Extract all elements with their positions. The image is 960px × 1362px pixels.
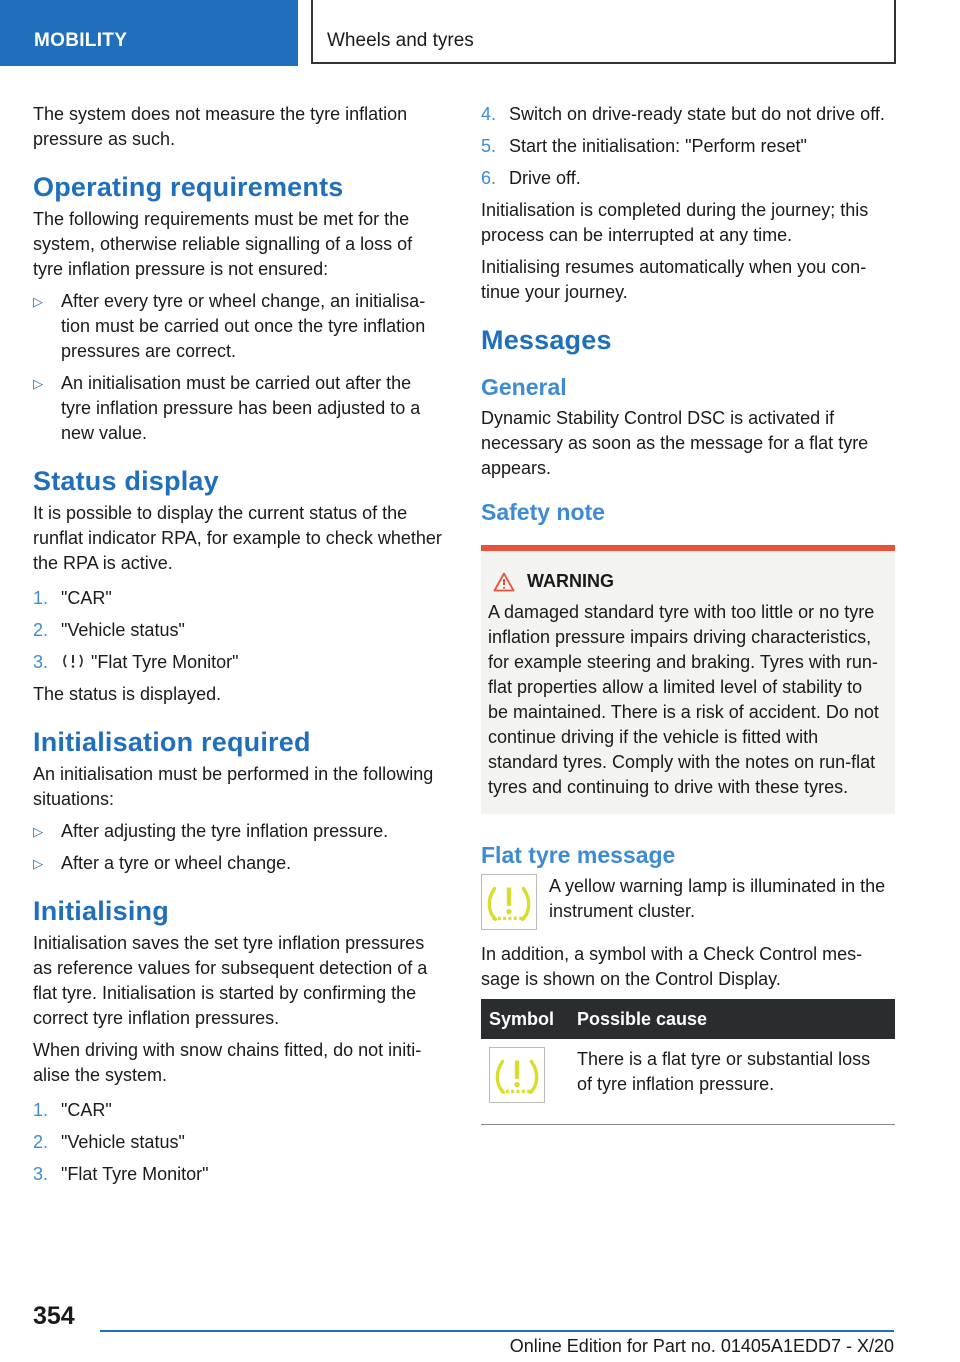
list-item: 3. "Flat Tyre Monitor" (33, 1164, 209, 1184)
intro-paragraph: The system does not measure the tyre inflation pressure as such. (33, 104, 408, 149)
cause-column-header: Possible cause (569, 999, 895, 1039)
tyre-pressure-warning-lamp-icon (489, 1047, 545, 1103)
list-item: 1. "CAR" (33, 1100, 112, 1120)
resume-text: Initialising resumes automatically when you continue your journey. (481, 257, 867, 302)
general-text: Dynamic Stability Control DSC is activated if necessary as soon as the message for a flat tyre appears. (481, 408, 869, 478)
flat-tyre-lamp-text: A yellow warning lamp is illuminated in the instrument cluster. (549, 876, 886, 921)
operating-requirements-text: The following requirements must be met for the system, otherwise reliable signalling of a loss of tyre inflation pressure is not ensured: (33, 209, 413, 279)
safety-note-heading: Safety note (481, 499, 605, 525)
list-item: 2. "Vehicle status" (33, 620, 185, 640)
symbol-cell (481, 1039, 569, 1125)
snow-chains-text: When driving with snow chains fitted, do not initialise the system. (33, 1040, 422, 1085)
operating-requirements-heading: Operating requirements (33, 172, 344, 202)
page-number: 354 (33, 1302, 75, 1330)
warning-text: A damaged standard tyre with too little or no tyre inflation pressure impairs driving characteristics, for example steering and braking. Tyres with run-flat properties allow a limited level of stability to be maintained. There is a risk of accident. Do not continue driving if the vehicle is fitted with standard tyres. Comply with the notes on run-flat tyres and continuing to drive with these tyres. (488, 602, 879, 797)
list-item: 6. Drive off. (481, 168, 581, 188)
right-column (481, 102, 895, 1125)
warning-triangle-icon (493, 572, 515, 592)
continued-steps (481, 102, 895, 191)
list-item: ▷ After a tyre or wheel change. (33, 851, 446, 876)
initialisation-required-text: An initialisation must be performed in the following situations: (33, 764, 434, 809)
status-after-text: The status is displayed. (33, 684, 222, 704)
triangle-bullet-icon: ▷ (33, 376, 43, 391)
warning-title: WARNING (527, 571, 614, 591)
chapter-title: Wheels and tyres (327, 30, 474, 51)
status-display-heading: Status display (33, 466, 219, 496)
list-item: 4. Switch on drive-ready state but do not drive off. (481, 104, 885, 124)
warning-header (488, 569, 887, 594)
table-row (481, 1039, 895, 1125)
journey-text: Initialisation is completed during the journey; this process can be interrupted at any time. (481, 200, 869, 245)
warning-lamp-row (481, 874, 895, 930)
initialising-heading: Initialising (33, 896, 169, 926)
operating-requirements-list (33, 289, 446, 446)
status-display-text: It is possible to display the current status of the runflat indicator RPA, for example to check whether the RPA is active. (33, 503, 442, 573)
footer-divider (100, 1330, 894, 1332)
list-item: ▷ After every tyre or wheel change, an initialisation must be carried out once the tyre inflation pressures are correct. (33, 291, 426, 361)
initialising-steps (33, 1098, 446, 1187)
section-title: MOBILITY (34, 30, 128, 51)
section-tab (0, 0, 298, 66)
general-heading: General (481, 374, 567, 400)
flat-tyre-monitor-icon (61, 652, 85, 670)
edition-footer: Online Edition for Part no. 01405A1EDD7 - X/20 (509, 1336, 894, 1356)
control-display-text: In addition, a symbol with a Check Control message is shown on the Control Display. (481, 944, 863, 989)
initialisation-required-heading: Initialisation required (33, 727, 311, 757)
initialisation-required-list (33, 819, 446, 876)
tyre-pressure-warning-lamp-icon (481, 874, 537, 930)
cause-cell: There is a flat tyre or substantial loss of tyre inflation pressure. (569, 1039, 895, 1125)
symbol-column-header: Symbol (481, 999, 569, 1039)
triangle-bullet-icon: ▷ (33, 824, 43, 839)
symbol-table (481, 999, 895, 1125)
warning-box (481, 545, 895, 814)
left-column (33, 102, 446, 1194)
triangle-bullet-icon: ▷ (33, 294, 43, 309)
list-item: 3. "Flat Tyre Monitor" (33, 652, 239, 672)
table-header-row (481, 999, 895, 1039)
list-item: ▷ After adjusting the tyre inflation pressure. (33, 819, 446, 844)
status-steps (33, 586, 446, 675)
list-item: 1. "CAR" (33, 588, 112, 608)
chapter-tab (311, 0, 896, 64)
triangle-bullet-icon: ▷ (33, 856, 43, 871)
list-item: 2. "Vehicle status" (33, 1132, 185, 1152)
list-item: 5. Start the initialisation: "Perform reset" (481, 136, 807, 156)
flat-tyre-message-heading: Flat tyre message (481, 842, 676, 868)
messages-heading: Messages (481, 325, 612, 355)
list-item: ▷ An initialisation must be carried out after the tyre inflation pressure has been adjusted to a new value. (33, 373, 421, 443)
initialising-text: Initialisation saves the set tyre inflation pressures as reference values for subsequent detection of a flat tyre. Initialisation is started by confirming the correct tyre inflation pressures. (33, 933, 428, 1028)
